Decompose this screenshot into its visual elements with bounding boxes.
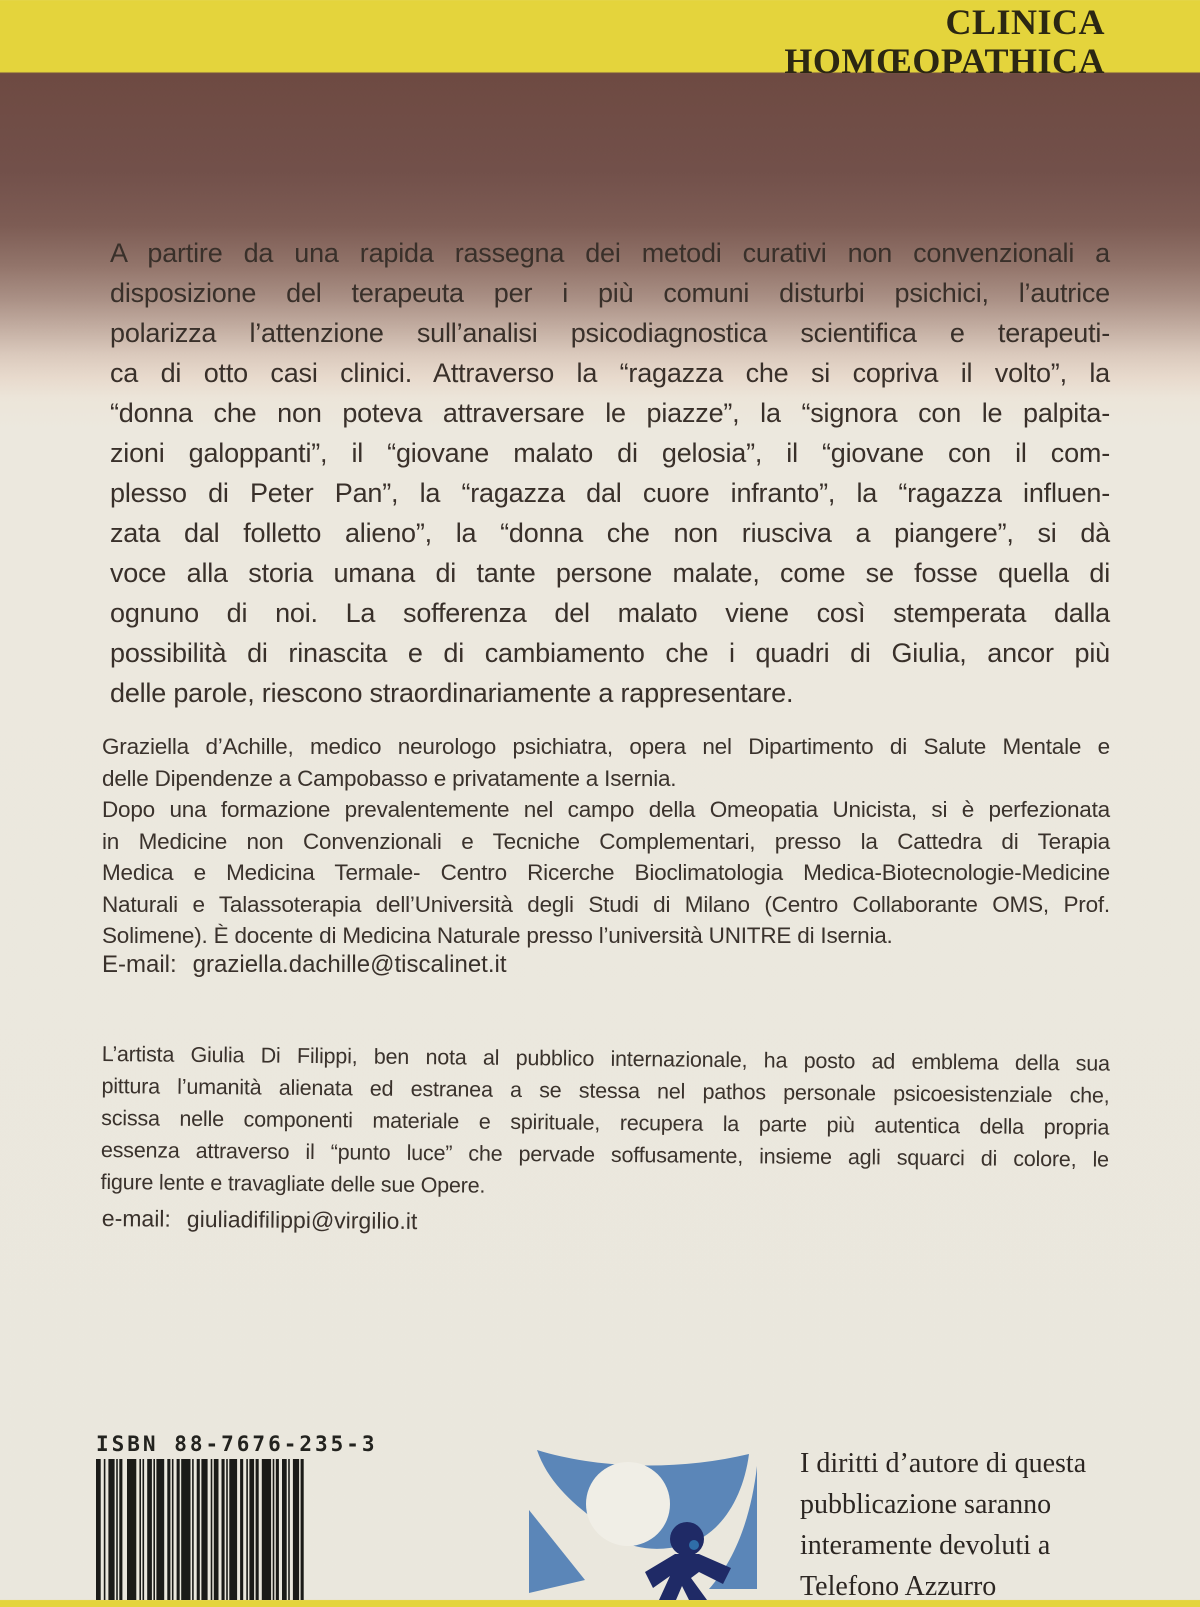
rights-line: I diritti d’autore di questa (800, 1448, 1087, 1479)
logo-child-body (645, 1554, 731, 1600)
isbn-text: ISBN 88-7676-235-3 (96, 1432, 378, 1456)
rights-line: interamente devoluti a (800, 1530, 1051, 1561)
paragraph-line: A partire da una rapida rassegna dei metodi curativi non convenzionali a (110, 238, 1110, 268)
paragraph-line: “donna che non poteva attraversare le piazze”, la “signora con le palpita- (110, 398, 1110, 428)
masthead-line-2: HOMŒOPATHICA (784, 41, 1105, 81)
paragraph-line: zioni galoppanti”, il “giovane malato di gelosia”, il “giovane con il com- (110, 438, 1110, 468)
email-label: E-mail: (102, 951, 177, 978)
bio-line: delle Dipendenze a Campobasso e privatamente a Isernia. (102, 765, 677, 791)
author-bio (102, 731, 1110, 952)
author-email-row (102, 951, 507, 979)
logo-corner-triangle (529, 1510, 585, 1593)
paragraph-line: voce alla storia umana di tante persone malate, come se fosse quella di (110, 558, 1110, 588)
lead-paragraph (110, 233, 1110, 713)
email-address: giuliadifilippi@virgilio.it (186, 1205, 418, 1235)
paragraph-line: delle parole, riescono straordinariamente a rappresentare. (110, 678, 794, 708)
rights-note (800, 1443, 1086, 1607)
logo-child-head (670, 1522, 704, 1556)
paragraph-line: zata dal folletto alieno”, la “donna che non riusciva a piangere”, si dà (110, 518, 1110, 548)
bio-line: in Medicine non Convenzionali e Tecniche Complementari, presso la Cattedra di Terapia (102, 828, 1110, 854)
bio-line: Medica e Medicina Termale- Centro Ricerche Bioclimatologia Medica-Biotecnologie-Medicine (102, 860, 1110, 885)
paragraph-line: polarizza l’attenzione sull’analisi psicodiagnostica scientifica e terapeuti- (110, 318, 1110, 348)
email-address: graziella.dachille@tiscalinet.it (192, 951, 507, 978)
bio-line: essenza attraverso il “punto luce” che pervade soffusamente, insieme agli squarci di colore, le (100, 1137, 1109, 1172)
bio-line: L’artista Giulia Di Filippi, ben nota al pubblico internazionale, ha posto ad emblema della sua (101, 1041, 1110, 1076)
artist-bio (100, 1038, 1109, 1208)
logo-face-circle (586, 1462, 670, 1546)
bio-line: figure lente e travagliate delle sue Opere. (100, 1169, 486, 1198)
logo-child-head-highlight (689, 1540, 699, 1550)
bio-line: Solimene). È docente di Medicina Naturale presso l’università UNITRE di Isernia. (102, 923, 893, 948)
email-label: e-mail: (101, 1205, 172, 1232)
bio-line: scissa nelle componenti materiale e spirituale, recupera la parte più autentica della propria (101, 1105, 1110, 1140)
masthead-title (765, 3, 1105, 81)
bio-line: Graziella d’Achille, medico neurologo psichiatra, opera nel Dipartimento di Salute Mentale e (102, 734, 1110, 759)
bio-line: pittura l’umanità alienata ed estranea a se stessa nel pathos personale psicoesistenziale che, (101, 1073, 1110, 1108)
rights-line: Telefono Azzurro (800, 1571, 997, 1602)
telefono-azzurro-logo (527, 1448, 757, 1600)
masthead-line-1: CLINICA (945, 2, 1105, 42)
paragraph-line: plesso di Peter Pan”, la “ragazza dal cuore infranto”, la “ragazza influen- (110, 478, 1110, 508)
paragraph-line: disposizione del terapeuta per i più comuni disturbi psichici, l’autrice (110, 278, 1110, 308)
isbn-barcode (96, 1459, 311, 1600)
bio-line: Naturali e Talassoterapia dell’Università degli Studi di Milano (Centro Collaborante OMS, Prof. (102, 891, 1110, 917)
paragraph-line: ognuno di noi. La sofferenza del malato viene così stemperata dalla (110, 598, 1110, 628)
paragraph-line: ca di otto casi clinici. Attraverso la “ragazza che si copriva il volto”, la (110, 358, 1110, 388)
artist-email-row (102, 1205, 418, 1235)
rights-line: pubblicazione saranno (800, 1489, 1052, 1520)
paragraph-line: possibilità di rinascita e di cambiamento che i quadri di Giulia, ancor più (110, 638, 1110, 668)
bio-line: Dopo una formazione prevalentemente nel campo della Omeopatia Unicista, si è perfezionata (102, 797, 1110, 822)
